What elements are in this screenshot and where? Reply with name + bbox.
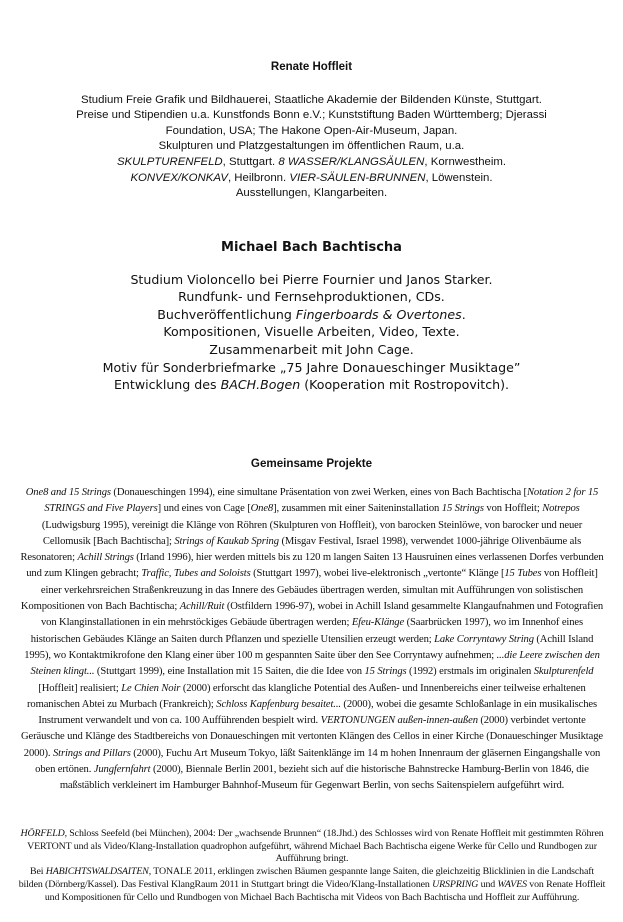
project-title: Schloss Kapfenburg besaitet... (216, 698, 341, 710)
bach-line: Zusammenarbeit mit John Cage. (209, 341, 414, 357)
text: Entwicklung des (113, 377, 221, 393)
work-title: KONVEX/KONKAV (130, 171, 228, 184)
project-title: ...die Leere zwischen den Steinen klingt... (30, 649, 600, 678)
projects-paragraph (18, 828, 606, 866)
project-text: (Stuttgart 1997), wobei live-elektronisch „vertonte“ Klänge [ (250, 568, 505, 580)
project-text: (Saarbrücken 1997), wo im Innenhof eines historischen Gebäudes Klänge an Saiten durch Pflanzen und spezielle Utensilien erzeugt werden; (30, 617, 584, 645)
project-text: (Donaueschingen 1994), eine simultane Präsentation von zwei Werken, eines von Bach Bachtischa [ (110, 487, 527, 498)
bow-title: BACH.Bogen (220, 377, 301, 393)
projects-later (18, 828, 606, 904)
project-text: (Ostfildern 1996-97), wobei in Achill Island gesammelte Klangaufnahmen und Fotografien von Klanginstallationen in ein mehrstöckiges Gebäude übertragen werden; (40, 601, 604, 629)
text: . (461, 306, 466, 322)
project-title: HÖRFELD (20, 828, 65, 839)
project-text: [Hoffleit] realisiert; (38, 682, 122, 694)
work-title: 8 WASSER/KLANGSÄULEN (278, 155, 425, 168)
project-title: Strings and Pillars (52, 747, 131, 759)
projects-body (18, 485, 606, 795)
project-text: (Ludwigsburg 1995), vereinigt die Klänge von Röhren (Skulpturen von Hoffleit), von barocken Steinlöwe, von barocker und neuer Cellomusik [Bach Bachtischa]; (41, 519, 583, 547)
text: (Kooperation mit Rostropovitch). (300, 377, 510, 393)
project-text: (2000), Fuchu Art Museum Tokyo, läßt Saitenklänge im 14 m hohen Innenraum der gläsernen Eingangshalle von oben ertönen. (35, 747, 601, 776)
project-text: von Renate Hoffleit und Kompositionen für Cello und Rundbogen von Michael Bach Bachtischa mit Videos von Bach Bachtischa und Hoffleit zur Aufführung. (44, 878, 606, 903)
hoffleit-line: Preise und Stipendien u.a. Kunstfonds Bonn e.V.; Kunststiftung Baden Württemberg; Djerassi (76, 109, 547, 122)
project-title: Lake Corryntawy String (434, 633, 534, 645)
project-title: HABICHTSWALDSAITEN (45, 866, 149, 878)
project-text: (1992) erstmals im originalen (406, 666, 534, 678)
project-text: (Stuttgart 1999), eine Installation mit 15 Saiten, die die Idee von (94, 666, 365, 678)
project-text: (2000), wobei die gesamte Schloßanlage in ein musikalisches Instrument verwandelt und von ca. 100 Aufführenden bespielt wird. (38, 698, 597, 727)
project-text: (2000), Biennale Berlin 2001, bezieht sich auf die historische Bahnstrecke Hamburg-Berlin von 1846, die maßstäblich verkleinert im Hamburger Bahnhof-Museum für Gegenwart Berlin, von sechs Saitenspielern aufgeführt wird. (59, 764, 589, 792)
project-text: ] und eines von Cage [ (157, 503, 251, 515)
project-title: Achill/Ruit (179, 601, 225, 613)
bach-line: Kompositionen, Visuelle Arbeiten, Video, Texte. (163, 324, 460, 340)
project-title: 15 Strings (441, 503, 484, 515)
hoffleit-line: Skulpturen und Platzgestaltungen im öffentlichen Raum, u.a. (158, 140, 465, 153)
bach-line: Rundfunk- und Fernsehproduktionen, CDs. (178, 289, 445, 305)
project-text: Bei (29, 866, 46, 878)
work-place: , Kornwestheim. (424, 155, 507, 168)
project-text: von Hoffleit; (483, 503, 543, 515)
work-title: SKULPTURENFELD (116, 155, 223, 168)
project-text: (Misgav Festival, Israel 1998), verwendet 1000-jährige Olivenbäume als Resonatoren; (20, 535, 582, 564)
project-title: Le Chien Noir (121, 682, 181, 694)
bach-name: Michael Bach Bachtischa (221, 240, 402, 255)
hoffleit-line: Ausstellungen, Klangarbeiten. (235, 187, 388, 200)
project-title: Notation 2 for 15 STRINGS and Five Players (44, 487, 599, 515)
project-title: One8 (250, 503, 274, 515)
book-title: Fingerboards & Overtones (295, 306, 462, 322)
project-title: Notrepos (542, 503, 580, 515)
projects-heading: Gemeinsame Projekte (250, 457, 373, 470)
project-title: Achill Strings (77, 552, 134, 564)
hoffleit-name: Renate Hoffleit (270, 61, 353, 73)
bach-line (30, 306, 593, 324)
project-title: 15 Tubes (504, 568, 542, 580)
project-title: Strings of Kaukab Spring (174, 535, 279, 547)
project-title: URSPRING (432, 878, 479, 890)
project-text: ], zusammen mit einer Saiteninstallation (273, 503, 442, 515)
hoffleit-bio (30, 60, 593, 202)
project-text: von Hoffleit] einer verkehrsreichen Straßenkreuzung in das Innere des Gebäudes übertragen werden, simultan mit Aufführungen von solistischen Kompositionen von Bach Bachtischa; (20, 568, 598, 613)
hoffleit-line: Foundation, USA; The Hakone Open-Air-Museum, Japan. (165, 124, 458, 137)
project-title: Efeu-Klänge (351, 617, 405, 629)
project-text: (Achill Island 1995), wo Kontaktmikrofone den Klang einer über 100 m gespannten Saite über den See Corryntawy aufnehmen; (24, 633, 594, 661)
projects-paragraph (18, 866, 606, 904)
project-text: , Schloss Seefeld (bei München), 2004: Der „wachsende Brunnen“ (18.Jhd.) des Schlosses wird von Renate Hoffleit mit gestimmten Röhren VERTONT und als Video/Klang-Installation quadrophon aufgeführt, während Michael Bach Bachtischa eigene Werke für Cello und Rundbogen zur Aufführung bringt. (27, 828, 604, 865)
projects-paragraph (18, 485, 606, 795)
bach-bio (30, 239, 593, 394)
project-title: VERTONUNGEN außen-innen-außen (320, 715, 478, 727)
hoffleit-line: Studium Freie Grafik und Bildhauerei, Staatliche Akademie der Bildenden Künste, Stuttgart. (81, 93, 542, 106)
text: Buchveröffentlichung (157, 306, 296, 322)
hoffleit-works-line (30, 171, 593, 187)
work-title: VIER-SÄULEN-BRUNNEN (289, 171, 426, 184)
project-title: WAVES (497, 878, 527, 890)
project-title: Traffic, Tubes and Soloists (141, 568, 251, 580)
work-place: , Stuttgart. (222, 155, 279, 168)
project-title: Jungfernfahrt (93, 764, 151, 776)
project-text: (Irland 1996), hier werden mittels bis zu 120 m langen Saiten 13 Hausruinen eines verlassenen Dorfes verbunden und zum Klingen gebracht; (26, 552, 604, 580)
project-title: One8 and 15 Strings (25, 487, 111, 498)
bach-line (30, 376, 593, 394)
project-text: , TONALE 2011, erklingen zwischen Bäumen gespannte lange Saiten, die gleichzeitig Blicklinien in die Landschaft bilden (Dörnberg/Kassel). Das Festival KlangRaum 2011 in Stuttgart bringt die Video/Klang-Installationen (18, 866, 595, 890)
project-text: und (478, 878, 498, 890)
project-text: (2000) verbindet vertonte Geräusche und Klänge des Stadtbereichs von Donaueschingen mit vertonten Klängen des Cellos in einer Kirche (Donaueschinger Musiktage 2000). (21, 715, 603, 759)
project-text: (2000) erforscht das klangliche Potential des Außen- und Innenbereichs einer teilweise erhaltenen romanischen Abtei zu Murbach (Frankreich); (26, 682, 586, 710)
work-place: , Löwenstein. (425, 171, 493, 184)
project-title: Skulpturenfeld (533, 666, 594, 678)
bach-line: Studium Violoncello bei Pierre Fournier und Janos Starker. (130, 271, 493, 287)
project-title: 15 Strings (364, 666, 407, 678)
hoffleit-works-line (30, 155, 593, 171)
work-place: , Heilbronn. (227, 171, 290, 184)
bach-line: Motiv für Sonderbriefmarke „75 Jahre Donaueschinger Musiktage” (102, 359, 521, 375)
